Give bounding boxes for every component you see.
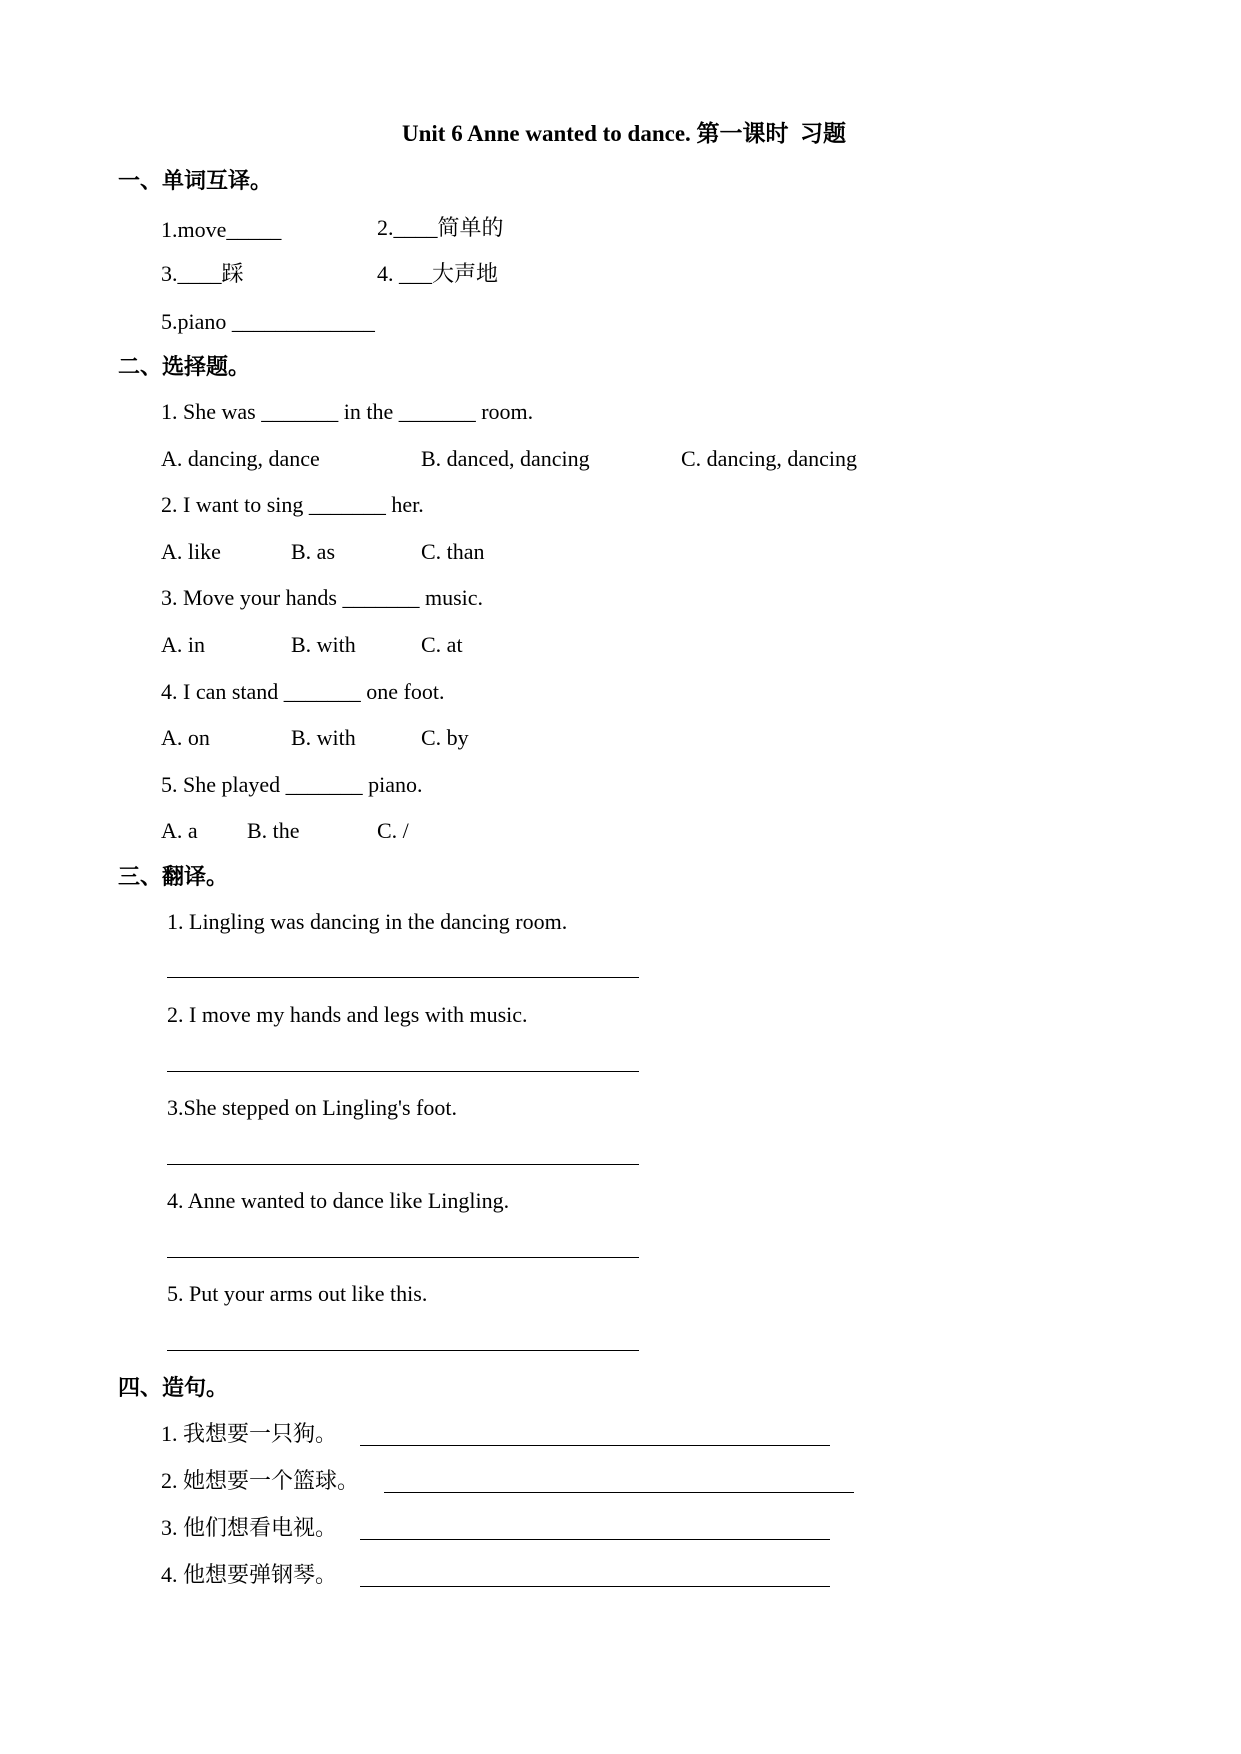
answer-line[interactable] xyxy=(167,1350,639,1351)
question-stem: 1. She was _______ in the _______ room. xyxy=(161,399,534,424)
answer-line[interactable] xyxy=(384,1492,854,1493)
option-c: C. than xyxy=(421,539,485,564)
question-stem: 2. I want to sing _______ her. xyxy=(161,492,424,517)
translate-sentence: 1. Lingling was dancing in the dancing room. xyxy=(167,909,568,934)
answer-line[interactable] xyxy=(167,1164,639,1165)
option-c: C. at xyxy=(421,632,463,657)
answer-line[interactable] xyxy=(360,1539,830,1540)
question-stem: 3. Move your hands _______ music. xyxy=(161,585,484,610)
question-stem: 5. She played _______ piano. xyxy=(161,772,423,797)
translate-sentence: 2. I move my hands and legs with music. xyxy=(167,1002,528,1027)
sentence-prompt: 1. 我想要一只狗。 xyxy=(161,1421,338,1446)
option-b: B. the xyxy=(247,818,300,843)
section-4-heading: 四、造句。 xyxy=(118,1375,229,1400)
answer-line[interactable] xyxy=(167,1071,639,1072)
translate-sentence: 3.She stepped on Lingling's foot. xyxy=(167,1095,457,1120)
vocab-item: 3.____踩 xyxy=(161,261,244,286)
option-a: A. like xyxy=(161,539,221,564)
page-title: Unit 6 Anne wanted to dance. 第一课时 习题 xyxy=(402,121,847,146)
option-c: C. / xyxy=(377,818,409,843)
answer-line[interactable] xyxy=(360,1586,830,1587)
sentence-prompt: 2. 她想要一个篮球。 xyxy=(161,1468,360,1493)
option-c: C. dancing, dancing xyxy=(681,446,857,471)
section-2-heading: 二、选择题。 xyxy=(118,354,251,379)
translate-sentence: 4. Anne wanted to dance like Lingling. xyxy=(167,1188,510,1213)
sentence-prompt: 3. 他们想看电视。 xyxy=(161,1515,338,1540)
sentence-prompt: 4. 他想要弹钢琴。 xyxy=(161,1562,338,1587)
answer-line[interactable] xyxy=(167,1257,639,1258)
option-a: A. a xyxy=(161,818,198,843)
vocab-item: 5.piano _____________ xyxy=(161,309,375,334)
option-b: B. with xyxy=(291,725,356,750)
option-a: A. on xyxy=(161,725,210,750)
answer-line[interactable] xyxy=(360,1445,830,1446)
option-b: B. as xyxy=(291,539,335,564)
option-a: A. dancing, dance xyxy=(161,446,320,471)
question-stem: 4. I can stand _______ one foot. xyxy=(161,679,445,704)
section-3-heading: 三、翻译。 xyxy=(118,864,229,889)
vocab-item: 4. ___大声地 xyxy=(377,261,499,286)
vocab-item: 2.____简单的 xyxy=(377,215,504,240)
vocab-item: 1.move_____ xyxy=(161,217,282,242)
option-b: B. danced, dancing xyxy=(421,446,590,471)
option-b: B. with xyxy=(291,632,356,657)
translate-sentence: 5. Put your arms out like this. xyxy=(167,1281,428,1306)
answer-line[interactable] xyxy=(167,977,639,978)
section-1-heading: 一、单词互译。 xyxy=(118,168,273,193)
option-c: C. by xyxy=(421,725,469,750)
option-a: A. in xyxy=(161,632,205,657)
